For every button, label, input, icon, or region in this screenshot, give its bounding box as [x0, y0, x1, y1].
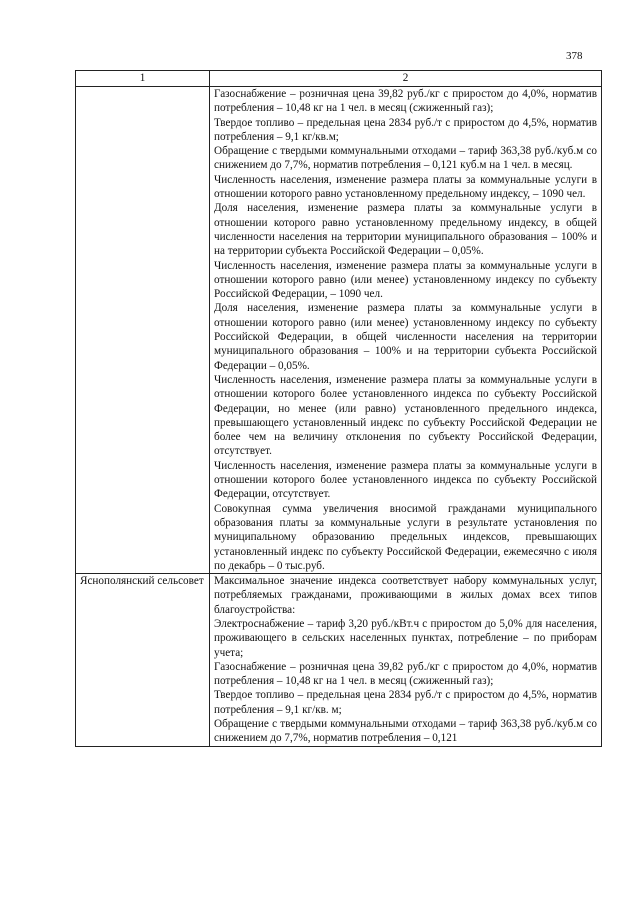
paragraph: Электроснабжение – тариф 3,20 руб./кВт.ч с приростом до 5,0% для населения, проживающего в сельских населенных пунктах, потребление – по приборам учета;	[214, 617, 597, 659]
details-cell	[210, 87, 602, 574]
paragraph: Твердое топливо – предельная цена 2834 руб./т с приростом до 4,5%, норматив потребления – 9,1 кг/кв.м;	[214, 116, 597, 143]
paragraph: Газоснабжение – розничная цена 39,82 руб./кг с приростом до 4,0%, норматив потребления – 10,48 кг на 1 чел. в месяц (сжиженный газ);	[214, 88, 597, 115]
table-header-row	[76, 71, 602, 87]
paragraph: Численность населения, изменение размера платы за коммунальные услуги в отношении которого равно (или менее) установленному индексу по субъекту Российской Федерации, – 1090 чел.	[214, 259, 597, 301]
paragraph: Обращение с твердыми коммунальными отходами – тариф 363,38 руб./куб.м со снижением до 7,7%, норматив потребления – 0,121 куб.м на 1 чел. в месяц.	[214, 145, 597, 172]
column-header-2: 2	[210, 71, 602, 87]
details-cell	[210, 574, 602, 747]
column-header-1: 1	[76, 71, 210, 87]
table-row	[76, 574, 602, 747]
paragraph: Численность населения, изменение размера платы за коммунальные услуги в отношении которого равно установленному предельному индексу, – 1090 чел.	[214, 173, 597, 201]
table-row	[76, 87, 602, 574]
indices-table	[75, 70, 602, 747]
paragraph: Газоснабжение – розничная цена 39,82 руб./кг с приростом до 4,0%, норматив потребления – 10,48 кг на 1 чел. в месяц (сжиженный газ);	[214, 660, 597, 688]
municipality-cell: Яснополянский сельсовет	[76, 574, 210, 747]
paragraph: Твердое топливо – предельная цена 2834 руб./т с приростом до 4,5%, норматив потребления – 9,1 кг/кв. м;	[214, 689, 597, 716]
municipality-cell	[76, 87, 210, 574]
paragraph: Численность населения, изменение размера платы за коммунальные услуги в отношении которого более установленного индекса по субъекту Российской Федерации, отсутствует.	[214, 459, 597, 501]
paragraph: Численность населения, изменение размера платы за коммунальные услуги в отношении которого более установленного индекса по субъекту Российской Федерации, но менее (или равно) установленного предельного индекса, превышающего установленный индекс по субъекту Российской Федерации не более чем на величину отклонения по субъекту Российской Федерации, отсутствует.	[214, 373, 597, 458]
paragraph: Максимальное значение индекса соответствует набору коммунальных услуг, потребляемых гражданами, проживающими в жилых домах всех типов благоустройства:	[214, 575, 597, 616]
paragraph: Обращение с твердыми коммунальными отходами – тариф 363,38 руб./куб.м со снижением до 7,7%, норматив потребления – 0,121	[214, 718, 597, 745]
paragraph: Доля населения, изменение размера платы за коммунальные услуги в отношении которого равно установленному предельному индексу, в общей численности населения на территории муниципального образования – 100% и на территории субъекта Российской Федерации – 0,05%.	[214, 202, 597, 258]
paragraph: Доля населения, изменение размера платы за коммунальные услуги в отношении которого равно (или менее) установленному индексу по субъекту Российской Федерации, в общей численности населения на территории муниципального образования – 100% и на территории субъекта Российской Федерации – 0,05%.	[214, 302, 597, 372]
paragraph: Совокупная сумма увеличения вносимой гражданами муниципального образования платы за коммунальные услуги в результате установления по муниципальному образованию предельных индексов, превышающих установленный индекс по субъекту Российской Федерации, ежемесячно с июля по декабрь – 0 тыс.руб.	[214, 502, 597, 572]
page-number: 378	[566, 50, 583, 62]
